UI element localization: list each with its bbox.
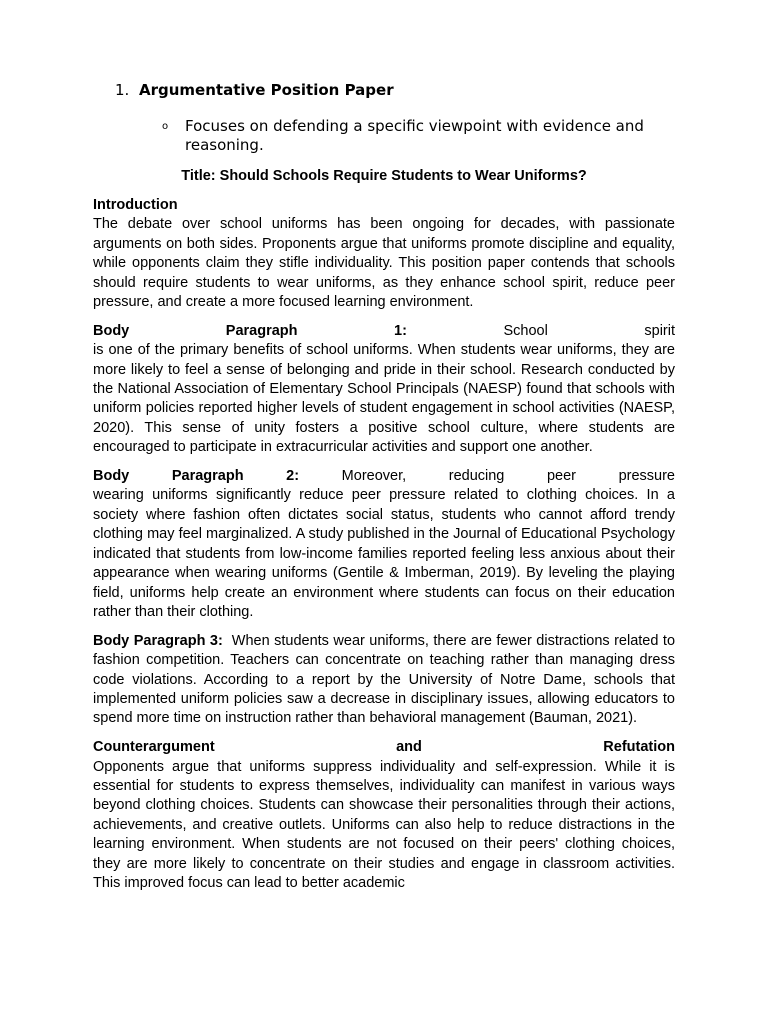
body-paragraph-2-lead: Moreover, reducing peer pressure: [341, 468, 675, 485]
hollow-bullet-icon: o: [162, 121, 169, 132]
body-paragraph-2-heading: Body Paragraph 2:: [93, 468, 300, 485]
introduction-heading: Introduction: [93, 197, 178, 213]
body-paragraph-3-body: When students wear uniforms, there are fewer distractions related to fashion competition. Teachers can concentrate on teaching rather than managing dress code violations. According to a report by the University of Notre Dame, schools that implemented uniform policies saw a decrease in disciplinary issues, allowing educators to spend more time on instruction rather than behavioral management (Bauman, 2021).: [93, 632, 676, 727]
body-paragraph-1-section: [93, 322, 675, 458]
body-paragraph-2-section: [93, 467, 675, 622]
list-heading-text: Argumentative Position Paper: [139, 81, 394, 99]
body-paragraph-3-heading: Body Paragraph 3:: [93, 632, 223, 649]
counterargument-section: [93, 738, 675, 893]
body-paragraph-1-heading-line: [93, 322, 675, 341]
counterargument-heading: Counterargument and Refutation: [93, 739, 675, 756]
introduction-body: The debate over school uniforms has been ongoing for decades, with passionate arguments on both sides. Proponents argue that uniforms promote discipline and equality, while opponents claim they stifle individuality. This position paper contends that schools should require students to wear uniforms, as they enhance school spirit, reduce peer pressure, and create a more focused learning environment.: [93, 216, 675, 311]
numbered-list-item: [115, 80, 675, 100]
document-page: [93, 80, 675, 893]
body-paragraph-2-body: wearing uniforms significantly reduce peer pressure related to clothing choices. In a society where fashion often dictates social status, students who cannot afford trendy clothing may feel marginalized. A study published in the Journal of Educational Psychology indicated that students from low-income families reported feeling less anxious about their appearance when wearing uniforms (Gentile & Imberman, 2019). By leveling the playing field, uniforms help create an environment where students can focus on their education rather than their clothing.: [93, 487, 675, 620]
body-paragraph-1-heading: Body Paragraph 1:: [93, 322, 407, 339]
body-paragraph-3-section: [93, 632, 675, 729]
sub-bullet-text: Focuses on defending a specific viewpoint with evidence and reasoning.: [185, 117, 644, 154]
counterargument-body: Opponents argue that uniforms suppress individuality and self-expression. While it is essential for students to express themselves, individuality can manifest in various ways beyond clothing choices. Students can showcase their personalities through their actions, achievements, and creative outlets. Uniforms can also help to reduce distractions in the learning environment. When students are not focused on their peers' clothing choices, they are more likely to concentrate on their studies and engage in classroom activities. This improved focus can lead to better academic: [93, 758, 675, 891]
document-title: Title: Should Schools Require Students to Wear Uniforms?: [181, 168, 587, 184]
sub-bullet-item: [93, 117, 675, 155]
list-number: 1.: [115, 81, 130, 99]
body-paragraph-2-heading-line: [93, 467, 675, 486]
body-paragraph-1-body: is one of the primary benefits of school uniforms. When students wear uniforms, they are more likely to feel a sense of belonging and pride in their school. Research conducted by the National Association of Elementary School Principals (NAESP) found that schools with uniform policies reported higher levels of student engagement in school activities (NAESP, 2020). This sense of unity fosters a positive school culture, where students are encouraged to participate in extracurricular activities and support one another.: [93, 342, 675, 456]
introduction-section: [93, 196, 675, 312]
body-paragraph-1-lead: School spirit: [503, 322, 675, 339]
